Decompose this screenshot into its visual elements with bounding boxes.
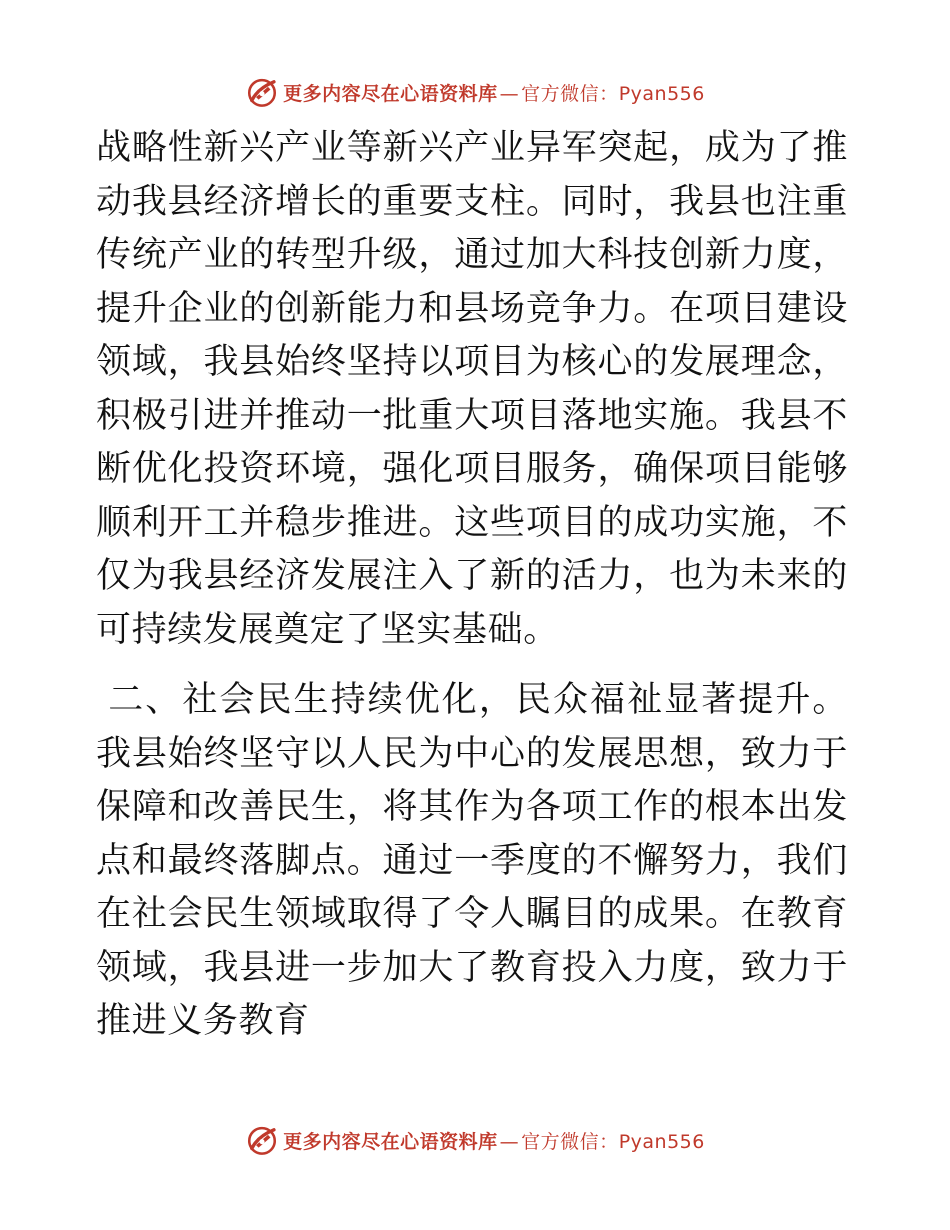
page-footer-banner — [0, 1120, 950, 1160]
header-banner-text — [283, 79, 705, 106]
header-separator: — — [499, 82, 520, 105]
footer-banner-text — [283, 1127, 705, 1154]
footer-contact-id: Pyan556 — [618, 1130, 705, 1153]
pen-swirl-logo-icon — [245, 1123, 279, 1157]
pen-swirl-logo-icon — [245, 75, 279, 109]
footer-contact-label: 官方微信： — [521, 1130, 619, 1153]
header-site-name: 更多内容尽在心语资料库 — [283, 82, 498, 105]
header-contact-id: Pyan556 — [618, 82, 705, 105]
footer-site-name: 更多内容尽在心语资料库 — [283, 1130, 498, 1153]
paragraph-2: 二、社会民生持续优化，民众福祉显著提升。我县始终坚守以人民为中心的发展思想，致力于保障和改善民生，将其作为各项工作的根本出发点和最终落脚点。通过一季度的不懈努力，我们在社会民生领域取得了令人瞩目的成果。在教育领域，我县进一步加大了教育投入力度，致力于推进义务教育 — [96, 680, 848, 1041]
footer-separator: — — [499, 1130, 520, 1153]
page-header-banner — [0, 72, 950, 112]
paragraph-1: 战略性新兴产业等新兴产业异军突起，成为了推动我县经济增长的重要支柱。同时，我县也注重传统产业的转型升级，通过加大科技创新力度，提升企业的创新能力和县场竞争力。在项目建设领域，我县始终坚持以项目为核心的发展理念，积极引进并推动一批重大项目落地实施。我县不断优化投资环境，强化项目服务，确保项目能够顺利开工并稳步推进。这些项目的成功实施，不仅为我县经济发展注入了新的活力，也为未来的可持续发展奠定了坚实基础。 — [96, 128, 848, 650]
header-contact-label: 官方微信： — [521, 82, 619, 105]
document-body — [96, 122, 848, 1049]
